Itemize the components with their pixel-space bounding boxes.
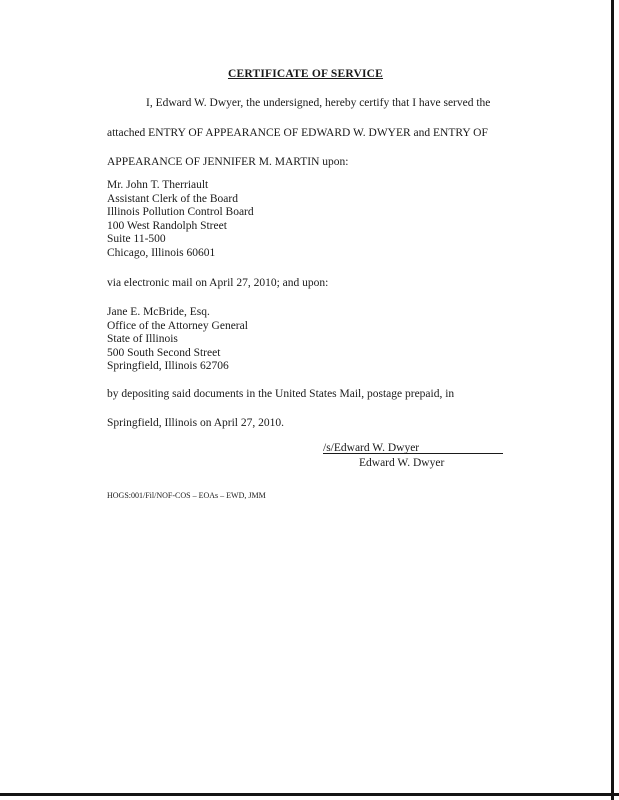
- recipient-2-address: [107, 306, 248, 374]
- service-method-2-line-2: Springfield, Illinois on April 27, 2010.: [107, 417, 284, 429]
- address-line: Chicago, Illinois 60601: [107, 246, 216, 259]
- scan-edge-right: [611, 0, 614, 800]
- document-footer-code: HOGS:001/Fil/NOF-COS – EOAs – EWD, JMM: [107, 491, 266, 500]
- certification-line-3: APPEARANCE OF JENNIFER M. MARTIN upon:: [107, 156, 349, 168]
- certification-line-1: I, Edward W. Dwyer, the undersigned, hereby certify that I have served the: [146, 97, 491, 109]
- electronic-signature: /s/Edward W. Dwyer: [323, 442, 420, 454]
- address-line: Mr. John T. Therriault: [107, 179, 209, 191]
- address-line: Jane E. McBride, Esq.: [107, 306, 210, 318]
- page-title: CERTIFICATE OF SERVICE: [227, 68, 384, 80]
- address-line: Office of the Attorney General: [107, 319, 248, 332]
- address-line: Suite 11-500: [107, 233, 166, 246]
- signer-printed-name: Edward W. Dwyer: [359, 457, 445, 469]
- service-method-2-line-1: by depositing said documents in the United States Mail, postage prepaid, in: [107, 388, 455, 400]
- recipient-1-address: [107, 179, 254, 261]
- address-line: 100 West Randolph Street: [107, 219, 227, 232]
- scan-edge-bottom: [0, 793, 619, 796]
- address-line: Illinois Pollution Control Board: [107, 206, 254, 219]
- address-line: Assistant Clerk of the Board: [107, 192, 238, 205]
- service-method-1: via electronic mail on April 27, 2010; and upon:: [107, 277, 329, 289]
- address-line: 500 South Second Street: [107, 346, 221, 359]
- signature-line: [323, 453, 503, 454]
- address-line: State of Illinois: [107, 333, 178, 346]
- certification-line-2: attached ENTRY OF APPEARANCE OF EDWARD W. DWYER and ENTRY OF: [107, 127, 488, 139]
- address-line: Springfield, Illinois 62706: [107, 360, 229, 373]
